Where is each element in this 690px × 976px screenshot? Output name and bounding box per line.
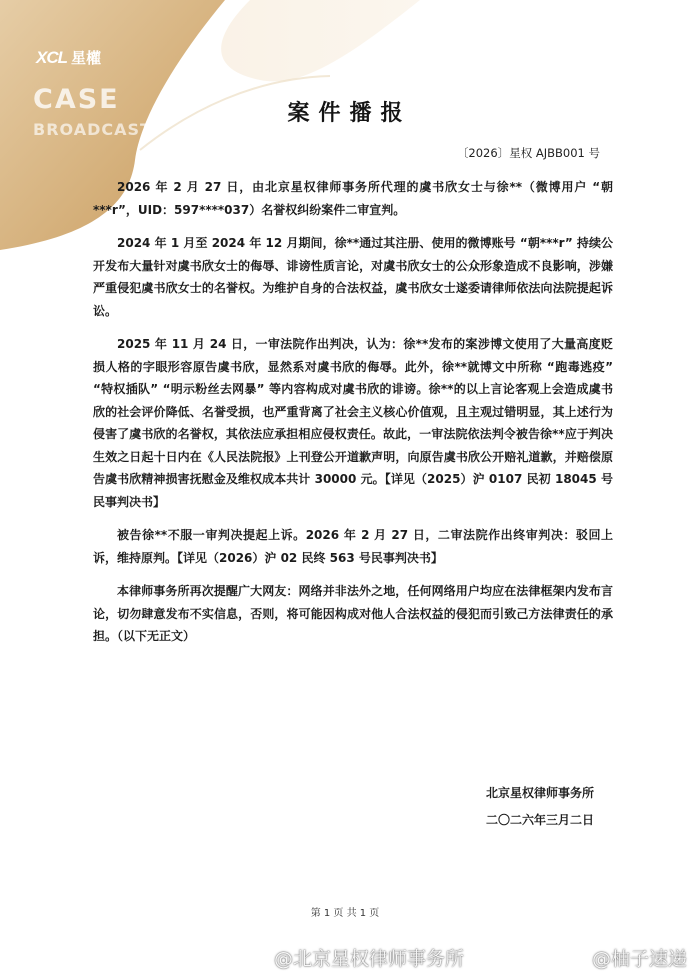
firm-name: 北京星权律师事务所 xyxy=(485,786,594,800)
watermark-right xyxy=(566,944,687,971)
page-title: 案件播报 xyxy=(287,101,412,126)
case-number: 〔2026〕星权 AJBB001 号 xyxy=(456,146,600,160)
document-body xyxy=(93,176,613,659)
weibo-icon xyxy=(248,949,270,967)
paragraph-2: 2024 年 1 月至 2024 年 12 月期间，徐**通过其注册、使用的微博账号 “朝***r” 持续公开发布大量针对虞书欣女士的侮辱、诽谤性质言论，对虞书欣女士的公众形象造成不良影响，涉嫌严重侵犯虞书欣女士的名誉权。为维护自身的合法权益，虞书欣女士遂委请律师依法向法院提起诉讼。 xyxy=(93,236,613,318)
logo-mark: XCL xyxy=(36,47,67,67)
broadcast-word: BROADCAST xyxy=(33,120,152,139)
paragraph-1: 2026 年 2 月 27 日，由北京星权律师事务所代理的虞书欣女士与徐**（微博用户 “朝***r”，UID：597****037）名誉权纠纷案件二审宣判。 xyxy=(93,180,613,217)
signature-block xyxy=(486,780,594,834)
paragraph-5: 本律师事务所再次提醒广大网友：网络并非法外之地，任何网络用户均应在法律框架内发布言论，切勿肆意发布不实信息，否则，将可能因构成对他人合法权益的侵犯而引致己方法律责任的承担。（以下无正文） xyxy=(93,584,613,643)
watermark-left-text: @北京星权律师事务所 xyxy=(274,948,465,970)
page-number: 第 1 页 共 1 页 xyxy=(310,908,380,919)
watermark-left xyxy=(248,944,464,971)
signature-date: 二〇二六年三月二日 xyxy=(485,813,594,827)
brand-logo xyxy=(36,47,101,68)
weibo-icon xyxy=(566,949,588,967)
logo-chinese: 星權 xyxy=(71,49,102,67)
paragraph-4: 被告徐**不服一审判决提起上诉。2026 年 2 月 27 日，二审法院作出终审判决：驳回上诉，维持原判。【详见（2026）沪 02 民终 563 号民事判决书】 xyxy=(93,528,613,565)
case-word: CASE xyxy=(33,84,120,115)
paragraph-3: 2025 年 11 月 24 日，一审法院作出判决，认为：徐**发布的案涉博文使用了大量高度贬损人格的字眼形容原告虞书欣，显然系对虞书欣的侮辱。此外，徐**就博文中所称 “跑毒逃疫” “特权插队” “明示粉丝去网暴” 等内容构成对虞书欣的诽谤。徐**的以上言论客观上会造成虞书欣的社会评价降低、名誉受损，也严重背离了社会主义核心价值观，且主观过错明显，其上述行为侵害了虞书欣的名誉权，其依法应承担相应侵权责任。故此，一审法院依法判令被告徐**应于判决生效之日起十日内在《人民法院报》上刊登公开道歉声明，向原告虞书欣公开赔礼道歉，并赔偿原告虞书欣精神损害抚慰金及维权成本共计 30000 元。【详见（2025）沪 0107 民初 18045 号民事判决书】 xyxy=(93,337,613,509)
watermark-right-text: @柚子速递 xyxy=(592,948,688,970)
